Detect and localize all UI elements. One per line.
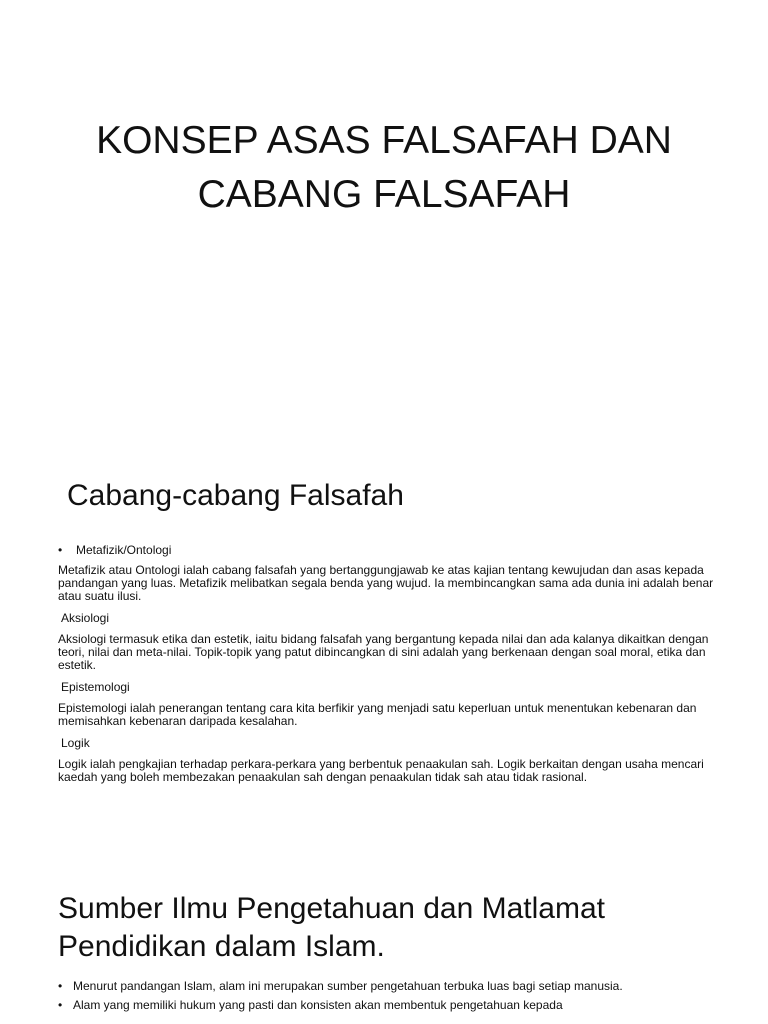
slide2-content (58, 544, 718, 793)
slide-sumber-ilmu (0, 890, 768, 1024)
bullet-metafizik: • Metafizik/Ontologi (58, 544, 718, 557)
slide3-title-line-1: Sumber Ilmu Pengetahuan dan Matlamat (58, 892, 605, 925)
slide3-list (58, 980, 718, 1018)
main-title-line-2: CABANG FALSAFAH (197, 173, 571, 216)
logik-paragraph: Logik ialah pengkajian terhadap perkara-perkara yang berbentuk penaakulan sah. Logik berkaitan dengan usaha mencari kaedah yang boleh membezakan penaakulan sah dengan penaakulan tidak sah atau tidak rasional. (58, 757, 704, 784)
metafizik-paragraph: Metafizik atau Ontologi ialah cabang falsafah yang bertanggungjawab ke atas kajian tentang kewujudan dan asas kepada pandangan yang luas. Metafizik melibatkan segala benda yang wujud. Ia membincangkan sama ada dunia ini adalah benar atau suatu ilusi. (58, 563, 714, 603)
main-title-line-1: KONSEP ASAS FALSAFAH DAN (96, 119, 672, 162)
slide-title (0, 0, 768, 450)
main-title (0, 114, 768, 222)
epistemologi-heading: Epistemologi (61, 680, 130, 694)
aksiologi-heading: Aksiologi (61, 611, 110, 625)
slide2-title: Cabang-cabang Falsafah (67, 479, 404, 512)
list-item: • Alam yang memiliki hukum yang pasti dan konsisten akan membentuk pengetahuan kepada (58, 999, 718, 1012)
slide-cabang-falsafah (0, 460, 768, 860)
epistemologi-paragraph: Epistemologi ialah penerangan tentang cara kita berfikir yang menjadi satu keperluan untuk menentukan kebenaran dan memisahkan kebenaran daripada kesalahan. (58, 701, 697, 728)
slide3-title (58, 890, 718, 966)
aksiologi-paragraph: Aksiologi termasuk etika dan estetik, iaitu bidang falsafah yang bergantung kepada nilai dan ada kalanya dikaitkan dengan teori, nilai dan meta-nilai. Topik-topik yang patut dibincangkan di sini adalah yang berkenaan dengan soal moral, etika dan estetik. (58, 632, 709, 672)
slide3-title-line-2: Pendidikan dalam Islam. (58, 930, 385, 963)
list-item: • Menurut pandangan Islam, alam ini merupakan sumber pengetahuan terbuka luas bagi setiap manusia. (58, 980, 718, 993)
logik-heading: Logik (61, 736, 90, 750)
